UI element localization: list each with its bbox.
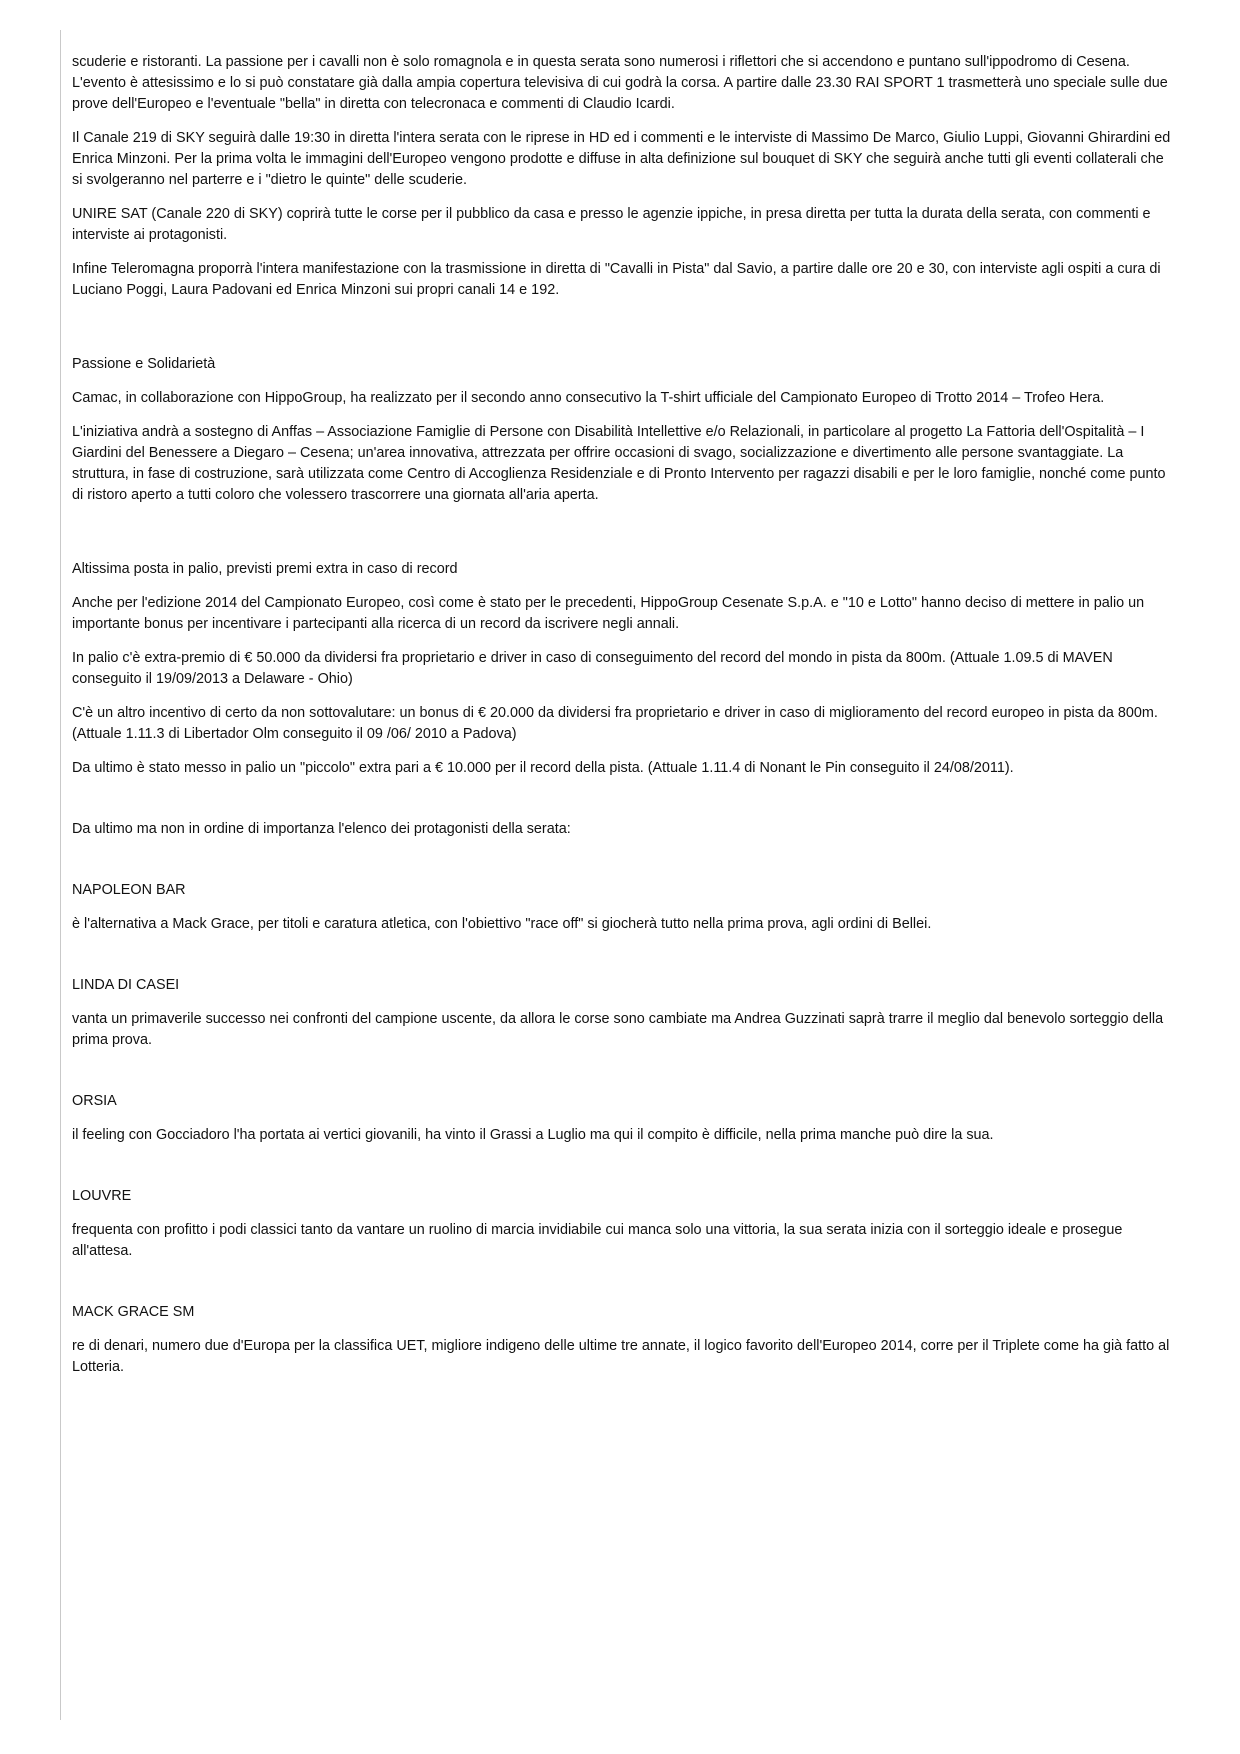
- page-margin-line: [60, 30, 61, 1720]
- horse-name: MACK GRACE SM: [72, 1304, 195, 1320]
- paragraph-tshirt: Camac, in collaborazione con HippoGroup, ha realizzato per il secondo anno consecutivo la T-shirt ufficiale del Campionato Europeo di Trotto 2014 – Trofeo Hera.: [72, 390, 1105, 406]
- paragraph-sky-coverage: Il Canale 219 di SKY seguirà dalle 19:30 in diretta l'intera serata con le riprese in HD ed i commenti e le interviste di Massimo De Marco, Giulio Luppi, Giovanni Ghirardini ed Enrica Minzoni. Per la prima volta le immagini dell'Europeo vengono prodotte e diffuse in alta definizione sul bouquet di SKY che seguirà anche tutti gli eventi collaterali che si svolgeranno nel parterre e i "dietro le quinte" delle scuderie.: [72, 130, 1171, 188]
- paragraph-tv-coverage: scuderie e ristoranti. La passione per i cavalli non è solo romagnola e in questa serata sono numerosi i riflettori che si accendono e puntano sull'ippodromo di Cesena. L'evento è attesissimo e lo si può constatare già dalla ampia copertura televisiva di cui godrà la corsa. A partire dalle 23.30 RAI SPORT 1 trasmetterà uno speciale sulle due prove dell'Europeo e l'eventuale "bella" in diretta con telecronaca e commenti di Claudio Icardi.: [72, 54, 1168, 112]
- horse-description: il feeling con Gocciadoro l'ha portata ai vertici giovanili, ha vinto il Grassi a Luglio ma qui il compito è difficile, nella prima manche può dire la sua.: [72, 1127, 994, 1143]
- section-heading-solidarity: Passione e Solidarietà: [72, 356, 216, 372]
- horse-description: frequenta con profitto i podi classici tanto da vantare un ruolino di marcia invidiabile cui manca solo una vittoria, la sua serata inizia con il sorteggio ideale e prosegue all'attesa.: [72, 1222, 1123, 1259]
- paragraph-teleromagna: Infine Teleromagna proporrà l'intera manifestazione con la trasmissione in diretta di "Cavalli in Pista" dal Savio, a partire dalle ore 20 e 30, con interviste agli ospiti a cura di Luciano Poggi, Laura Padovani ed Enrica Minzoni sui propri canali 14 e 192.: [72, 261, 1161, 298]
- horse-description: vanta un primaverile successo nei confronti del campione uscente, da allora le corse sono cambiate ma Andrea Guzzinati saprà trarre il meglio dal benevolo sorteggio della prima prova.: [72, 1011, 1164, 1048]
- paragraph-world-record: In palio c'è extra-premio di € 50.000 da dividersi fra proprietario e driver in caso di conseguimento del record del mondo in pista da 800m. (Attuale 1.09.5 di MAVEN conseguito il 19/09/2013 a Delaware - Ohio): [72, 650, 1113, 687]
- paragraph-european-record: C'è un altro incentivo di certo da non sottovalutare: un bonus di € 20.000 da dividersi fra proprietario e driver in caso di miglioramento del record europeo in pista da 800m. (Attuale 1.11.3 di Libertador Olm conseguito il 09 /06/ 2010 a Padova): [72, 705, 1158, 742]
- paragraph-anffas: L'iniziativa andrà a sostegno di Anffas – Associazione Famiglie di Persone con Disabilità Intellettive e/o Relazionali, in particolare al progetto La Fattoria dell'Ospitalità – I Giardini del Benessere a Diegaro – Cesena; un'area innovativa, attrezzata per offrire occasioni di svago, socializzazione e divertimento alle persone svantaggiate. La struttura, in fase di costruzione, sarà utilizzata come Centro di Accoglienza Residenziale e di Pronto Intervento per ragazzi disabili e per le loro famiglie, nonché come punto di ristoro aperto a tutti coloro che volessero trascorrere una giornata all'aria aperta.: [72, 424, 1166, 503]
- paragraph-unire-sat: UNIRE SAT (Canale 220 di SKY) coprirà tutte le corse per il pubblico da casa e presso le agenzie ippiche, in presa diretta per tutta la durata della serata, con commenti e interviste ai protagonisti.: [72, 206, 1151, 243]
- section-heading-prizes: Altissima posta in palio, previsti premi extra in caso di record: [72, 561, 458, 577]
- horse-description: re di denari, numero due d'Europa per la classifica UET, migliore indigeno delle ultime tre annate, il logico favorito dell'Europeo 2014, corre per il Triplete come ha già fatto al Lotteria.: [72, 1338, 1170, 1375]
- horse-name: NAPOLEON BAR: [72, 882, 186, 898]
- horse-name: ORSIA: [72, 1093, 117, 1109]
- paragraph-bonus-intro: Anche per l'edizione 2014 del Campionato Europeo, così come è stato per le precedenti, HippoGroup Cesenate S.p.A. e "10 e Lotto" hanno deciso di mettere in palio un importante bonus per incentivare i partecipanti alla ricerca di un record da iscrivere negli annali.: [72, 595, 1145, 632]
- paragraph-lineup-intro: Da ultimo ma non in ordine di importanza l'elenco dei protagonisti della serata:: [72, 821, 571, 837]
- document-body: [72, 52, 1172, 1378]
- horse-description: è l'alternativa a Mack Grace, per titoli e caratura atletica, con l'obiettivo "race off" si giocherà tutto nella prima prova, agli ordini di Bellei.: [72, 916, 932, 932]
- horse-name: LOUVRE: [72, 1188, 132, 1204]
- horse-name: LINDA DI CASEI: [72, 977, 180, 993]
- paragraph-track-record: Da ultimo è stato messo in palio un "piccolo" extra pari a € 10.000 per il record della pista. (Attuale 1.11.4 di Nonant le Pin conseguito il 24/08/2011).: [72, 760, 1014, 776]
